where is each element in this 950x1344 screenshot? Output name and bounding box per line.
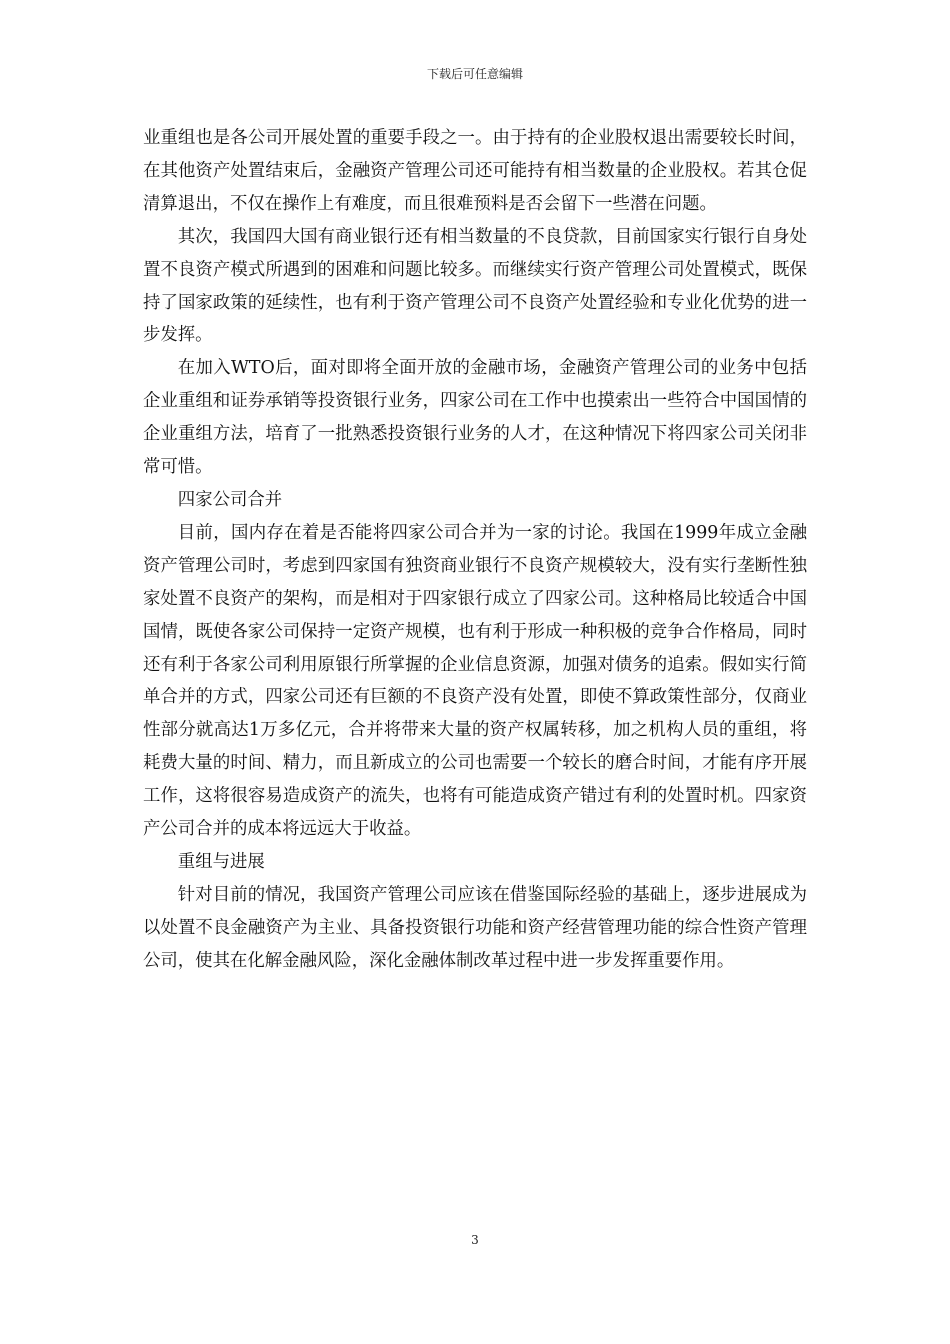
document-body (143, 122, 807, 978)
paragraph-second-reason: 其次，我国四大国有商业银行还有相当数量的不良贷款，目前国家实行银行自身处置不良资产模式所遇到的困难和问题比较多。而继续实行资产管理公司处置模式，既保持了国家政策的延续性，也有利于资产管理公司不良资产处置经验和专业化优势的进一步发挥。 (143, 226, 807, 346)
paragraph-wto: 在加入WTO后，面对即将全面开放的金融市场，金融资产管理公司的业务中包括企业重组和证券承销等投资银行业务，四家公司在工作中也摸索出一些符合中国国情的企业重组方法，培育了一批熟悉投资银行业务的人才，在这种情况下将四家公司关闭非常可惜。 (143, 358, 807, 478)
page-header: 下载后可任意编辑 (426, 67, 523, 81)
paragraph-continuation: 业重组也是各公司开展处置的重要手段之一。由于持有的企业股权退出需要较长时间，在其他资产处置结束后，金融资产管理公司还可能持有相当数量的企业股权。若其仓促清算退出，不仅在操作上有难度，而且很难预料是否会留下一些潜在问题。 (143, 128, 807, 214)
section-heading-restructure: 重组与进展 (177, 851, 265, 872)
paragraph-restructure: 针对目前的情况，我国资产管理公司应该在借鉴国际经验的基础上，逐步进展成为以处置不良金融资产为主业、具备投资银行功能和资产经营管理功能的综合性资产管理公司，使其在化解金融风险，深化金融体制改革过程中进一步发挥重要作用。 (143, 884, 807, 971)
section-heading-merger: 四家公司合并 (177, 489, 283, 510)
paragraph-merger: 目前，国内存在着是否能将四家公司合并为一家的讨论。我国在1999年成立金融资产管理公司时，考虑到四家国有独资商业银行不良资产规模较大，没有实行垄断性独家处置不良资产的架构，而是相对于四家银行成立了四家公司。这种格局比较适合中国国情，既使各家公司保持一定资产规模，也有利于形成一种积极的竞争合作格局，同时还有利于各家公司利用原银行所掌握的企业信息资源，加强对债务的追索。假如实行简单合并的方式，四家公司还有巨额的不良资产没有处置，即使不算政策性部分，仅商业性部分就高达1万多亿元，合并将带来大量的资产权属转移，加之机构人员的重组，将耗费大量的时间、精力，而且新成立的公司也需要一个较长的磨合时间，才能有序开展工作，这将很容易造成资产的流失，也将有可能造成资产错过有利的处置时机。四家资产公司合并的成本将远远大于收益。 (143, 522, 807, 840)
page-number: 3 (471, 1233, 479, 1247)
